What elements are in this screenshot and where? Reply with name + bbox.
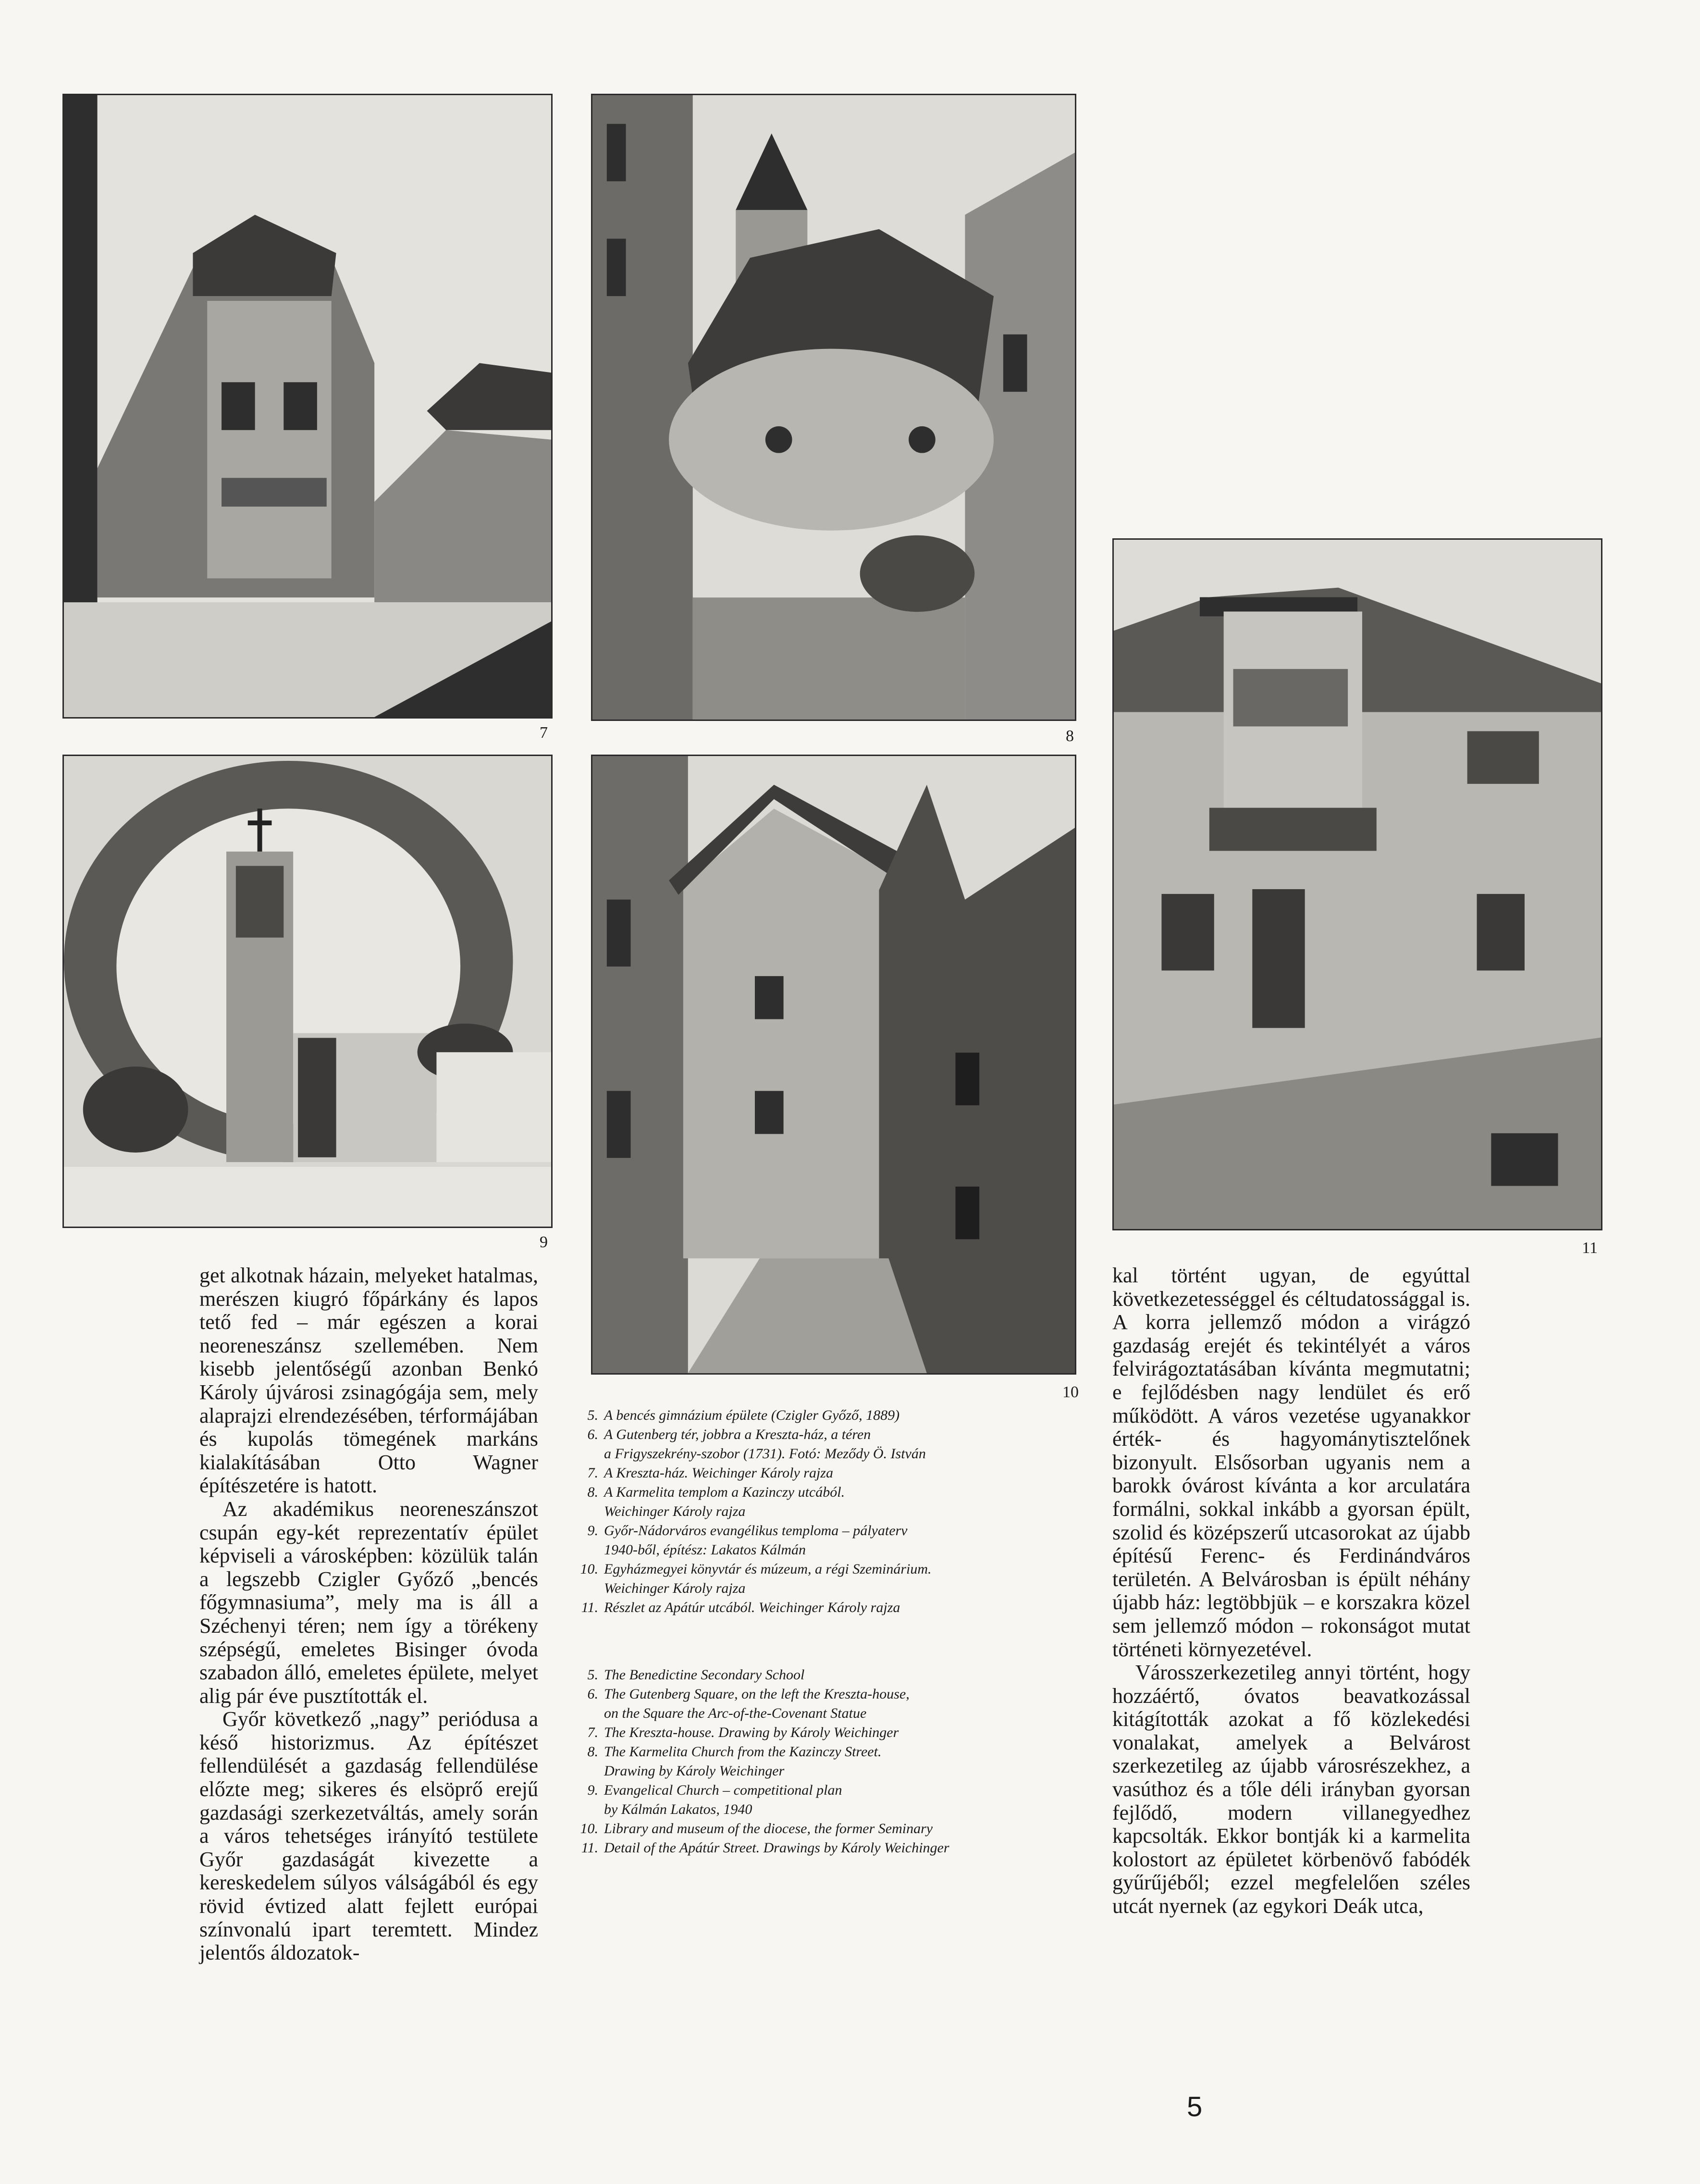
caption-item: 5. A bencés gimnázium épülete (Czigler Győző, 1889): [587, 1407, 900, 1423]
caption-item: 11. Detail of the Apátúr Street. Drawings by Károly Weichinger: [581, 1840, 949, 1856]
caption-item: 7. A Kreszta-ház. Weichinger Károly rajza: [587, 1465, 833, 1481]
caption-item: 5. The Benedictine Secondary School: [587, 1667, 805, 1683]
figure-number: 7: [540, 724, 548, 742]
page-number: 5: [1187, 2091, 1203, 2122]
paragraph: Győr következő „nagy” periódusa a késő historizmus. Az építészet fellendülését a gazdaság fellendülése előzte meg; sikeres és elsöprő erejű gazdasági szerkezetváltás, amely során a város tehetséges irányító testülete Győr gazdaságát kivezette a kereskedelem súlyos válságából és egy rövid évtized alatt fejlett európai színvonalú ipart teremtett. Mindez jelentős áldozatok-: [199, 1707, 538, 1965]
figure-9-evangelical-church-plan: [62, 755, 553, 1228]
article-column-left: [199, 1264, 538, 1965]
figure-number: 11: [1582, 1239, 1598, 1257]
caption-item: 6. A Gutenberg tér, jobbra a Kreszta-ház, a téren a Frigyszekrény-szobor (1731). Fotó: Meződy Ö. István: [587, 1427, 926, 1462]
paragraph: Városszerkezetileg annyi történt, hogy hozzáértő, óvatos beavatkozással kitágították azokat a fő közlekedési vonalakat, amelyek a Belvárost szerkezetileg az újabb városrészekhez, a vasúthoz és a tőle déli irányban gyorsan fejlődő, modern villanegyedhez kapcsolták. Ekkor bontják ki a karmelita kolostort az épületet körbenövő fabódék gyűrűjéből; ezzel megfelelően széles utcát nyernek (az egykori Deák utca,: [1112, 1661, 1470, 1918]
caption-item: 6. The Gutenberg Square, on the left the Kreszta-house, on the Square the Arc-of-the-Covenant Statue: [587, 1686, 910, 1721]
figure-11-apatur-street-drawing: [1112, 538, 1602, 1230]
paragraph: get alkotnak házain, melyeket hatalmas, merészen kiugró főpárkány és lapos tető fed – már egészen a korai neoreneszánsz szellemében. Nem kisebb jelentőségű azonban Benkó Károly újvárosi zsinagógája sem, mely alaprajzi elrendezésében, térformájában és kupolás tömegének markáns kialakításában Otto Wagner építészetére is hatott.: [199, 1264, 538, 1498]
caption-item: 10. Egyházmegyei könyvtár és múzeum, a régi Szeminárium. Weichinger Károly rajza: [580, 1561, 932, 1596]
library-museum-sketch: [592, 756, 1075, 1373]
article-column-right: [1112, 1264, 1470, 1918]
captions-hungarian: [574, 1406, 1086, 1617]
kreszta-house-sketch: [64, 95, 551, 717]
captions-english: [574, 1665, 1086, 1858]
figure-number: 8: [1066, 727, 1074, 745]
caption-item: 9. Győr-Nádorváros evangélikus temploma – pályaterv 1940-ből, építész: Lakatos Kálmán: [587, 1523, 908, 1558]
caption-item: 11. Részlet az Apátúr utcából. Weichinger Károly rajza: [581, 1600, 900, 1615]
caption-item: 8. The Karmelita Church from the Kazinczy Street. Drawing by Károly Weichinger: [587, 1744, 882, 1779]
figure-number: 10: [1062, 1383, 1079, 1401]
karmelita-church-sketch: [592, 95, 1075, 720]
figure-captions: [574, 1406, 1086, 1858]
paragraph: Az akadémikus neoreneszánszot csupán egy-két reprezentatív épület képviseli a városképben: közülük talán a legszebb Czigler Győző „bencés főgymnasiuma”, mely ma is áll a Széchenyi téren; nem így a törékeny szépségű, emeletes Bisinger óvoda szabadon álló, emeletes épülete, melyet alig pár éve pusztították el.: [199, 1497, 538, 1708]
figure-7-kreszta-house-drawing: [62, 94, 553, 719]
caption-item: 10. Library and museum of the diocese, the former Seminary: [580, 1821, 933, 1837]
caption-item: 7. The Kreszta-house. Drawing by Károly Weichinger: [587, 1725, 899, 1740]
caption-item: 8. A Karmelita templom a Kazinczy utcából. Weichinger Károly rajza: [587, 1484, 845, 1519]
figure-8-karmelita-church-drawing: [591, 94, 1076, 721]
apatur-street-sketch: [1114, 540, 1601, 1229]
evangelical-church-sketch: [64, 756, 551, 1227]
paragraph: kal történt ugyan, de egyúttal következetességgel és céltudatossággal is. A korra jellemző módon a virágzó gazdaság erejét és tekintélyét a város felvirágoztatásában kívánta megmutatni; e fejlődésben nagy lendület és erő működött. A város vezetése ugyanakkor érték- és hagyománytisztelőnek bizonyult. Elsősorban ugyanis nem a barokk óvárost kívánta a kor arculatára formálni, sokkal inkább a gyorsan épült, szolid és középszerű utcasorokat az újabb építésű Ferenc- és Ferdinándváros területén. A Belvárosban is épült néhány újabb ház: legtöbbjük – e korszakra közel sem jellemző módon – rokonságot mutat történeti környezetével.: [1112, 1264, 1470, 1661]
figure-number: 9: [540, 1233, 548, 1251]
caption-item: 9. Evangelical Church – competitional plan by Kálmán Lakatos, 1940: [587, 1782, 842, 1817]
figure-10-library-museum-drawing: [591, 755, 1076, 1375]
